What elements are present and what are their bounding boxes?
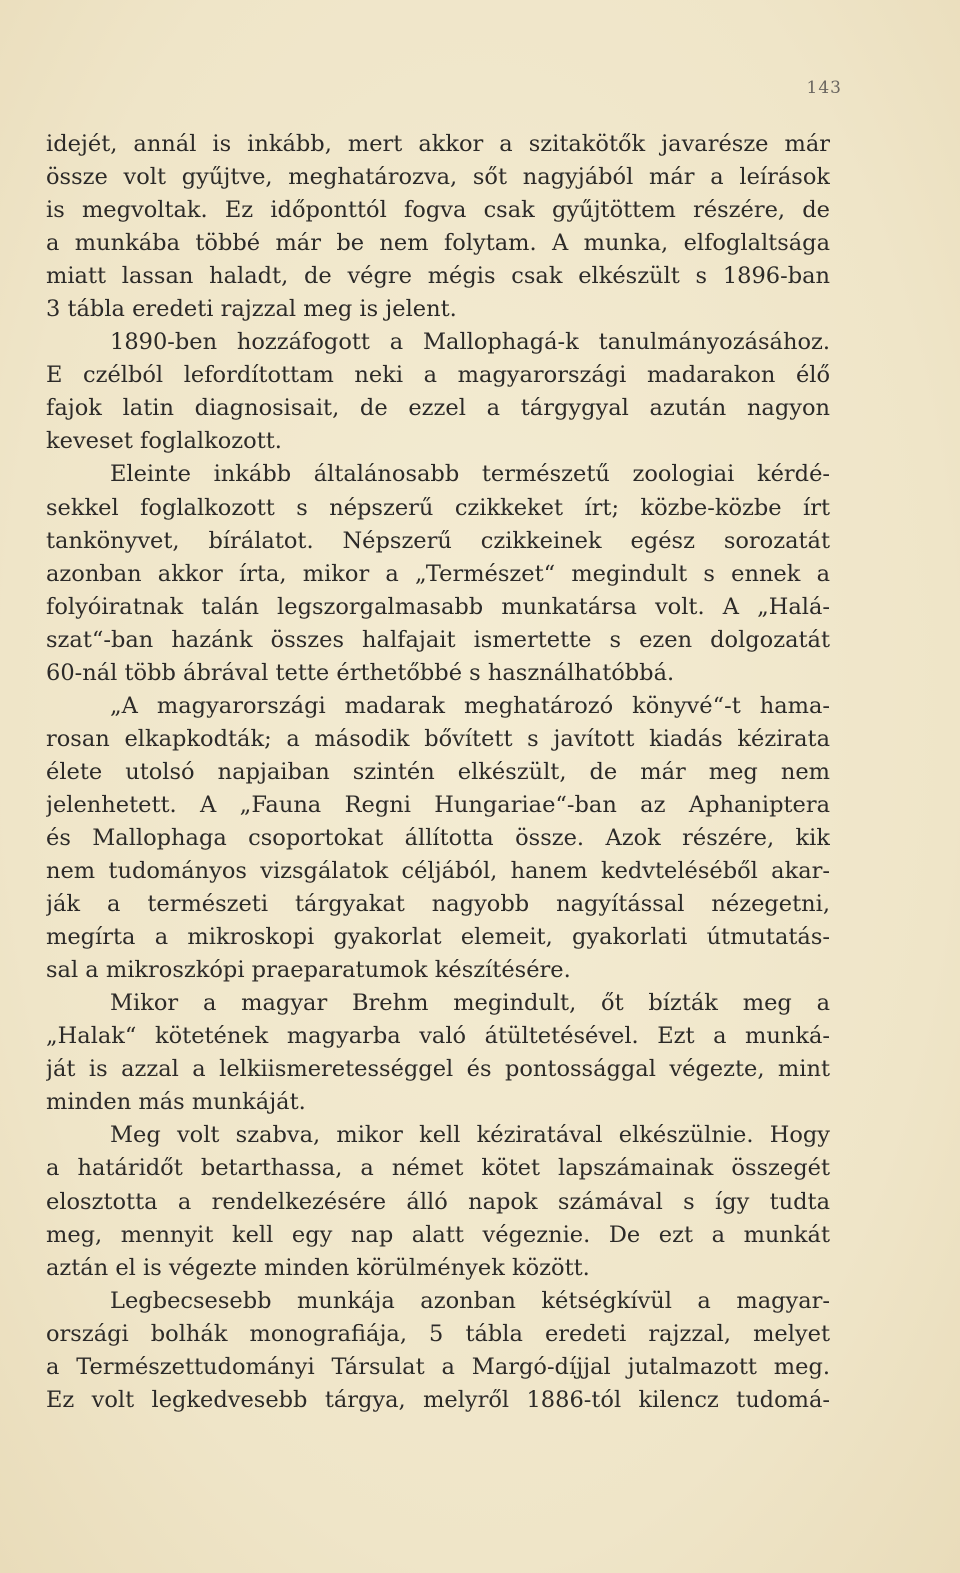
text-line: Ez volt legkedvesebb tárgya, melyről 1886-tól kilencz tudomá- [46, 1386, 830, 1413]
text-line: Eleinte inkább általánosabb természetű zoologiai kérdé- [110, 461, 830, 488]
text-line: sekkel foglalkozott s népszerű czikkeket írt; közbe-közbe írt [46, 494, 830, 521]
text-line: keveset foglalkozott. [46, 428, 282, 455]
text-line: megírta a mikroskopi gyakorlat elemeit, gyakorlati útmutatás- [46, 924, 830, 951]
text-line: a munkába többé már be nem folytam. A munka, elfoglaltsága [46, 230, 830, 257]
page-number: 143 [806, 78, 842, 98]
text-line: össze volt gyűjtve, meghatározva, sőt nagyjából már a leírások [46, 164, 830, 191]
text-line: meg, mennyit kell egy nap alatt végeznie. De ezt a munkát [46, 1221, 830, 1248]
text-line: a Természettudományi Társulat a Margó-díjjal jutalmazott meg. [46, 1353, 830, 1380]
text-line: ját is azzal a lelkiismeretességgel és pontossággal végezte, mint [46, 1056, 830, 1083]
text-line: 60-nál több ábrával tette érthetőbbé s használhatóbbá. [46, 659, 675, 686]
text-line: folyóiratnak talán legszorgalmasabb munkatársa volt. A „Halá- [46, 593, 830, 620]
text-line: a határidőt betarthassa, a német kötet lapszámainak összegét [46, 1155, 830, 1182]
text-line: szat“-ban hazánk összes halfajait ismertette s ezen dolgozatát [46, 626, 830, 653]
text-line: fajok latin diagnosisait, de ezzel a tárgygyal azután nagyon [46, 395, 830, 422]
text-line: Meg volt szabva, mikor kell kéziratával elkészülnie. Hogy [110, 1122, 830, 1149]
text-line: is megvoltak. Ez időponttól fogva csak gyűjtöttem részére, de [46, 197, 830, 224]
text-line: sal a mikroszkópi praeparatumok készítésére. [46, 957, 571, 984]
text-line: E czélból lefordítottam neki a magyarországi madarakon élő [46, 362, 830, 389]
body-text [46, 128, 830, 1417]
text-line: 1890-ben hozzáfogott a Mallophagá-k tanulmányozásához. [110, 329, 830, 356]
text-line: elosztotta a rendelkezésére álló napok számával s így tudta [46, 1188, 830, 1215]
text-line: 3 tábla eredeti rajzzal meg is jelent. [46, 296, 457, 323]
text-line: aztán el is végezte minden körülmények között. [46, 1254, 590, 1281]
text-line: miatt lassan haladt, de végre mégis csak elkészült s 1896-ban [46, 263, 830, 290]
text-line: azonban akkor írta, mikor a „Természet“ megindult s ennek a [46, 560, 830, 587]
text-line: minden más munkáját. [46, 1089, 306, 1116]
text-line: jelenhetett. A „Fauna Regni Hungariae“-ban az Aphaniptera [46, 791, 830, 818]
text-line: nem tudományos vizsgálatok céljából, hanem kedvteléséből akar- [46, 858, 830, 885]
text-line: idejét, annál is inkább, mert akkor a szitakötők javarésze már [46, 131, 830, 157]
text-line: tankönyvet, bírálatot. Népszerű czikkeinek egész sorozatát [46, 527, 830, 554]
text-line: élete utolsó napjaiban szintén elkészült, de már meg nem [46, 758, 830, 785]
text-line: rosan elkapkodták; a második bővített s javított kiadás kézirata [46, 725, 830, 752]
text-line: és Mallophaga csoportokat állította össze. Azok részére, kik [46, 824, 830, 851]
text-line: Mikor a magyar Brehm megindult, őt bízták meg a [110, 990, 830, 1017]
text-line: ják a természeti tárgyakat nagyobb nagyítással nézegetni, [46, 891, 830, 918]
text-line: „Halak“ kötetének magyarba való átültetésével. Ezt a munká- [46, 1023, 830, 1050]
text-line: „A magyarországi madarak meghatározó könyvé“-t hama- [110, 692, 830, 719]
text-line: Legbecsesebb munkája azonban kétségkívül a magyar- [110, 1287, 830, 1314]
text-line: országi bolhák monografiája, 5 tábla eredeti rajzzal, melyet [46, 1320, 830, 1347]
